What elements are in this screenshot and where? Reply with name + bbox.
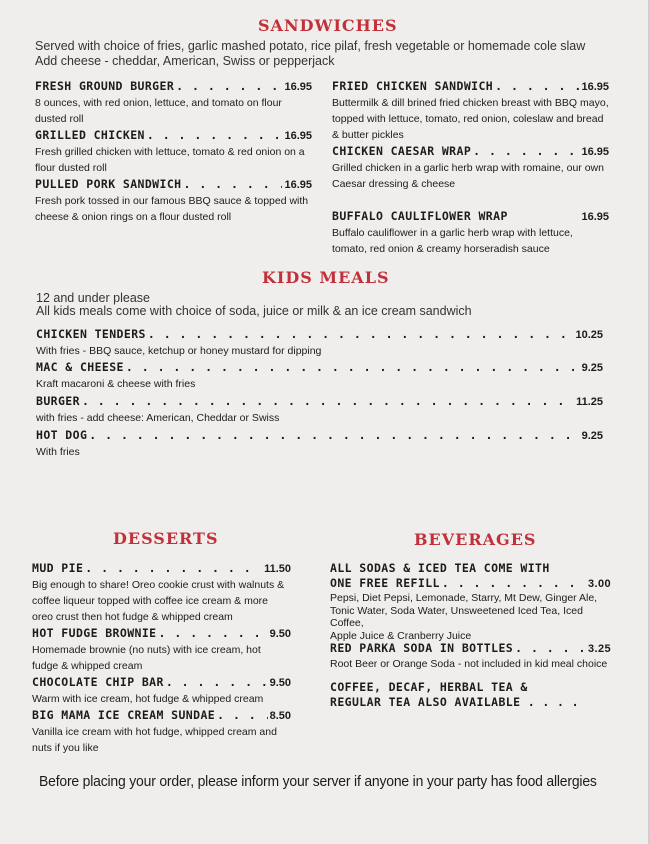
menu-item-hot-fudge-brownie (32, 625, 291, 674)
item-description: Fresh grilled chicken with lettuce, tomato & red onion on a flour dusted roll (35, 146, 305, 174)
beverages-title: BEVERAGES (414, 530, 537, 549)
item-description: Buffalo cauliflower in a garlic herb wrap with lettuce, tomato, red onion & creamy horseradish sauce (332, 227, 573, 255)
item-description: With fries (36, 446, 80, 458)
item-price: 16.95 (581, 81, 609, 93)
menu-item-mac-and-cheese (36, 359, 603, 392)
menu-item-fried-chicken-sandwich (332, 78, 609, 143)
menu-item-chicken-caesar-wrap (332, 143, 609, 192)
menu-item-mud-pie (32, 560, 291, 625)
item-description: Root Beer or Orange Soda - not included in kid meal choice (330, 658, 608, 670)
item-price: 16.95 (284, 130, 312, 142)
item-description: With fries - BBQ sauce, ketchup or honey mustard for dipping (36, 345, 322, 357)
item-price: 3.00 (587, 578, 611, 590)
item-name: BURGER (36, 394, 80, 408)
menu-item-burger (36, 393, 603, 426)
menu-item-chocolate-chip-bar (32, 674, 291, 707)
kids-meals-title: KIDS MEALS (262, 268, 390, 287)
item-price: 16.95 (284, 179, 312, 191)
item-name: HOT DOG (36, 428, 88, 442)
menu-item-pulled-pork-sandwich (35, 176, 312, 225)
item-name: PULLED PORK SANDWICH (35, 177, 182, 191)
item-price: 9.50 (269, 628, 291, 640)
item-description: Buttermilk & dill brined fried chicken breast with BBQ mayo, topped with lettuce, tomato, red onion, coleslaw and bread & butter pickles (332, 97, 609, 141)
menu-item-chicken-tenders (36, 326, 603, 359)
item-price: 8.50 (269, 710, 291, 722)
menu-item-red-parka-soda (330, 641, 611, 671)
menu-item-hot-dog (36, 427, 603, 460)
menu-item-fresh-ground-burger (35, 78, 312, 127)
item-description: Fresh pork tossed in our famous BBQ sauce & topped with cheese & onion rings on a flour dusted roll (35, 195, 309, 223)
sandwiches-title: SANDWICHES (258, 16, 398, 35)
item-name: HOT FUDGE BROWNIE (32, 626, 157, 640)
item-name: FRIED CHICKEN SANDWICH (332, 79, 494, 93)
item-name-line-2: ONE FREE REFILL (330, 576, 440, 590)
item-price: 9.25 (581, 362, 603, 374)
item-description: Homemade brownie (no nuts) with ice cream, hot fudge & whipped cream (32, 644, 261, 672)
item-description: 8 ounces, with red onion, lettuce, and tomato on flour dusted roll (35, 97, 282, 125)
item-description: Vanilla ice cream with hot fudge, whipped cream and nuts if you like (32, 726, 277, 754)
item-price: 16.95 (581, 146, 609, 158)
menu-item-buffalo-cauliflower-wrap (332, 208, 609, 257)
item-price: 16.95 (581, 211, 609, 223)
item-name: FRESH GROUND BURGER (35, 79, 175, 93)
item-name: CHICKEN CAESAR WRAP (332, 144, 472, 158)
item-description: Grilled chicken in a garlic herb wrap with romaine, our own Caesar dressing & cheese (332, 162, 604, 190)
item-price: 9.25 (581, 430, 603, 442)
item-name: RED PARKA SODA IN BOTTLES (330, 641, 514, 655)
item-price: 16.95 (284, 81, 312, 93)
item-description: Kraft macaroni & cheese with fries (36, 378, 196, 390)
item-name: COFFEE, DECAF, HERBAL TEA & (330, 680, 528, 694)
menu-item-coffee-and-tea: COFFEE, DECAF, HERBAL TEA & REGULAR TEA ALSO AVAILABLE . . . . (330, 680, 611, 710)
menu-item-big-mama-ice-cream-sundae (32, 707, 291, 756)
item-price: 9.50 (269, 677, 291, 689)
item-name: GRILLED CHICKEN (35, 128, 145, 142)
item-description: Warm with ice cream, hot fudge & whipped cream (32, 693, 264, 705)
item-description: with fries - add cheese: American, Cheddar or Swiss (36, 412, 280, 424)
menu-item-grilled-chicken (35, 127, 312, 176)
item-description: Pepsi, Diet Pepsi, Lemonade, Starry, Mt Dew, Ginger Ale, Tonic Water, Soda Water, Unsweetened Iced Tea, Iced Coffee, Apple Juice & Cranberry Juice (330, 592, 598, 642)
item-price: 11.25 (576, 396, 603, 408)
item-name: ALL SODAS & ICED TEA COME WITH (330, 561, 550, 575)
sandwiches-intro-line-1: Served with choice of fries, garlic mashed potato, rice pilaf, fresh vegetable or homemade cole slaw (35, 39, 586, 53)
item-name: CHOCOLATE CHIP BAR (32, 675, 164, 689)
menu-item-sodas-and-iced-tea (330, 561, 611, 642)
item-description: Big enough to share! Oreo cookie crust with walnuts & coffee liqueur topped with coffee ice cream & more oreo crust then hot fudge & whipped cream (32, 579, 285, 623)
item-name: BIG MAMA ICE CREAM SUNDAE (32, 708, 216, 722)
item-name-line-2: REGULAR TEA ALSO AVAILABLE (330, 695, 521, 709)
kids-intro-line-1: 12 and under please (36, 291, 150, 305)
item-price: 10.25 (575, 329, 603, 341)
sandwiches-intro-line-2: Add cheese - cheddar, American, Swiss or pepperjack (35, 54, 335, 68)
item-name: CHICKEN TENDERS (36, 327, 146, 341)
item-name: MAC & CHEESE (36, 360, 124, 374)
item-name: BUFFALO CAULIFLOWER WRAP (332, 209, 508, 223)
item-price: 11.50 (264, 563, 291, 575)
kids-intro-line-2: All kids meals come with choice of soda, juice or milk & an ice cream sandwich (36, 304, 472, 318)
desserts-title: DESSERTS (113, 529, 219, 548)
item-name: MUD PIE (32, 561, 84, 575)
allergy-notice: Before placing your order, please inform your server if anyone in your party has food allergies (39, 773, 597, 790)
item-price: 3.25 (587, 643, 611, 655)
